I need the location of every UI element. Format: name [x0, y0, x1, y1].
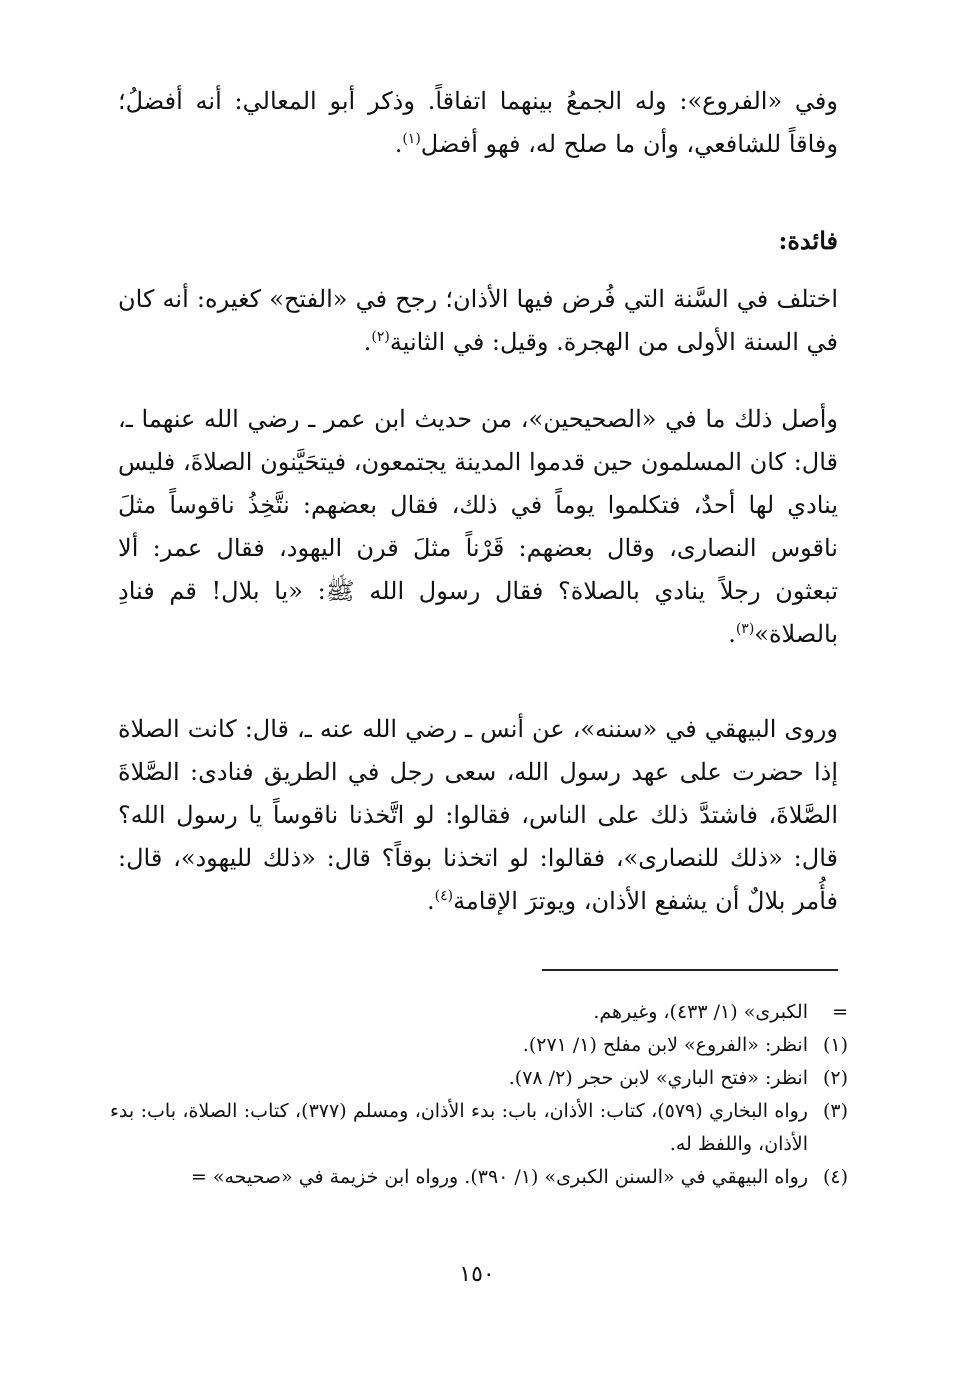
footnote-number: (٤): [822, 1166, 848, 1188]
paragraph-4: [118, 708, 838, 923]
footnote-number: (٢): [822, 1067, 848, 1089]
paragraph-2-text: اختلف في السَّنة التي فُرض فيها الأذان؛ رجح في «الفتح» كغيره: أنه كان في السنة الأولى من الهجرة. وقيل: في الثانية: [118, 285, 838, 356]
paragraph-2: [118, 278, 838, 364]
footnote-ref-4: (٤): [434, 888, 454, 904]
footnote-item: [110, 1161, 848, 1194]
footnote-item: [110, 1095, 848, 1161]
footnote-text: رواه البيهقي في «السنن الكبرى» (١/ ٣٩٠). ورواه ابن خزيمة في «صحيحه» =: [190, 1166, 808, 1188]
footnote-item: [110, 996, 848, 1029]
footnote-ref-2: (٢): [371, 329, 390, 345]
paragraph-3-end: .: [728, 620, 736, 648]
footnote-number: =: [832, 1001, 848, 1023]
footnote-ref-1: (١): [402, 131, 421, 147]
footnote-item: [110, 1029, 848, 1062]
paragraph-3-text: وأصل ذلك ما في «الصحيحين»، من حديث ابن عمر ـ رضي الله عنهما ـ، قال: كان المسلمون حين قدموا المدينة يجتمعون، فيتحَيَّنون الصلاةَ، فليس ينادي لها أحدٌ، فتكلموا يوماً في ذلك، فقال بعضهم: نتَّخِذُ ناقوساً مثلَ ناقوس النصارى، وقال بعضهم: قَرْناً مثلَ قرن اليهود، فقال عمر: ألا تبعثون رجلاً ينادي بالصلاة؟ فقال رسول الله ﷺ: «يا بلال! قم فنادِ بالصلاة»: [118, 405, 838, 648]
paragraph-1-end: .: [394, 130, 403, 158]
footnote-ref-3: (٣): [735, 621, 755, 637]
footnote-number: (٣): [822, 1100, 848, 1122]
page-number: ١٥٠: [459, 1262, 495, 1287]
footnote-text: انظر: «الفروع» لابن مفلح (١/ ٢٧١).: [522, 1034, 808, 1056]
paragraph-1: [118, 80, 838, 166]
footnote-text: انظر: «فتح الباري» لابن حجر (٢/ ٧٨).: [508, 1067, 808, 1089]
footnote-text: رواه البخاري (٥٧٩)، كتاب: الأذان، باب: بدء الأذان، ومسلم (٣٧٧)، كتاب: الصلاة، باب: بدء الأذان، واللفظ له.: [110, 1100, 808, 1155]
paragraph-1-text: وفي «الفروع»: وله الجمعُ بينهما اتفاقاً. وذكر أبو المعالي: أنه أفضلُ؛ وفاقاً للشافعي، وأن ما صلح له، فهو أفضل: [118, 87, 838, 158]
paragraph-2-end: .: [363, 328, 372, 356]
paragraph-4-end: .: [426, 887, 435, 915]
paragraph-4-text: وروى البيهقي في «سننه»، عن أنس ـ رضي الله عنه ـ، قال: كانت الصلاة إذا حضرت على عهد رسول الله، سعى رجل في الطريق فنادى: الصَّلاةَ الصَّلاةَ، فاشتدَّ ذلك على الناس، فقالوا: لو اتَّخذنا ناقوساً يا رسول الله؟ قال: «ذلك للنصارى»، فقالوا: لو اتخذنا بوقاً؟ قال: «ذلك لليهود»، قال: فأُمر بلالٌ أن يشفع الأذان، ويوترَ الإقامة: [118, 715, 838, 915]
footnotes: [110, 996, 848, 1194]
footnote-separator: [542, 969, 838, 971]
footnote-text: الكبرى» (١/ ٤٣٣)، وغيرهم.: [593, 1001, 808, 1023]
section-title: فائدة:: [778, 226, 838, 255]
footnote-item: [110, 1062, 848, 1095]
paragraph-3: [118, 398, 838, 656]
footnote-number: (١): [822, 1034, 848, 1056]
